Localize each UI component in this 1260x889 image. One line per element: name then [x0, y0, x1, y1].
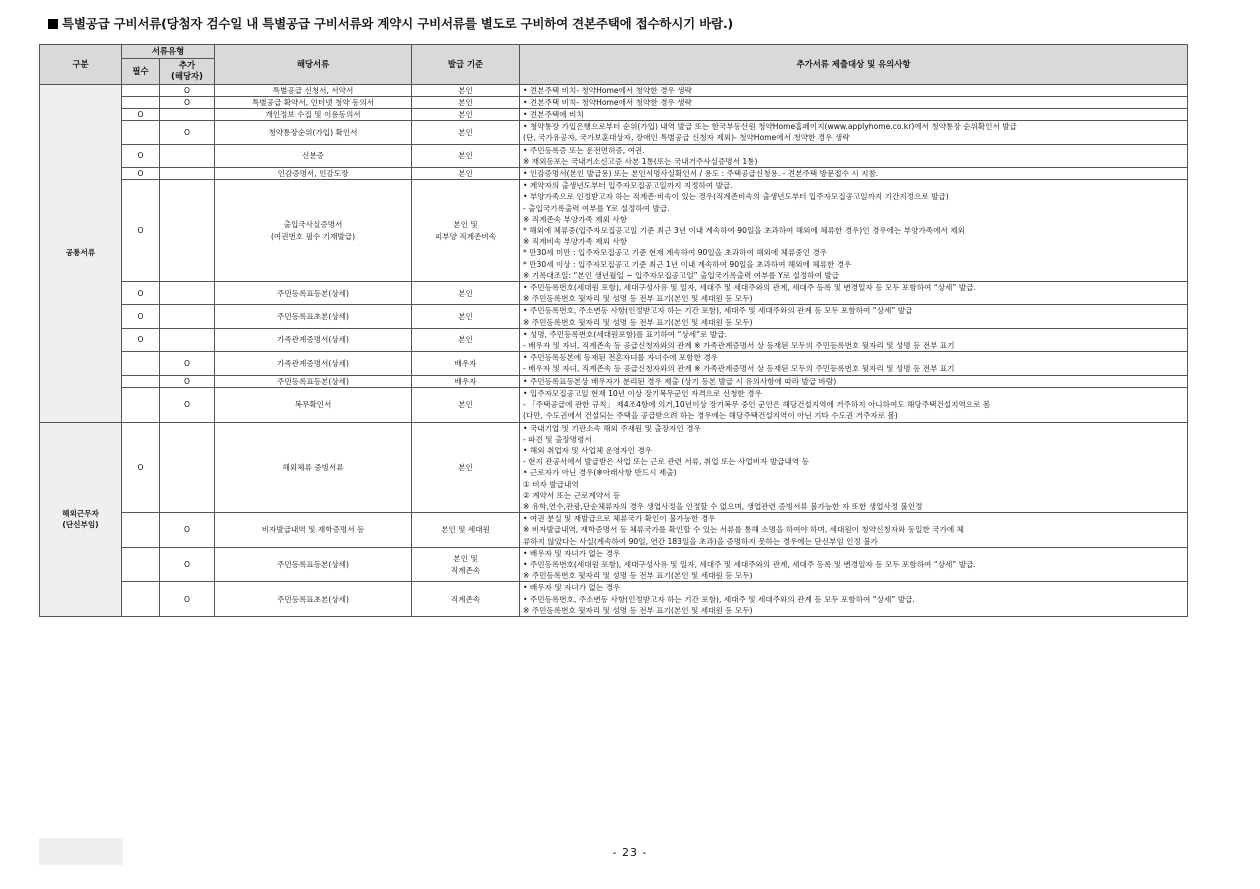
header-document: 해당서류: [215, 45, 412, 85]
notes-cell: [520, 328, 1188, 351]
text-line: (다만, 수도권에서 건설되는 주택을 공급받으려 하는 경우에는 해당주택건설지역이 아닌 기타 수도권 거주자로 봄): [523, 411, 898, 421]
required-cell: [122, 96, 160, 108]
header-notes: 추가서류 제출대상 및 유의사항: [520, 45, 1188, 85]
text-line: 본인: [458, 169, 473, 179]
required-cell: O: [122, 282, 160, 305]
additional-cell: O: [160, 84, 215, 96]
text-line: • 청약통장 가입은행으로부터 순위(가입) 내역 발급 또는 한국부동산원 청약Home홈페이지(www.applyhome.co.kr)에서 청약통장 순위확인서 발급: [523, 122, 1017, 132]
text-line: (단, 국가유공자, 국가보훈대상자, 장애인 특별공급 신청자 제외)- 청약Home에서 청약한 경우 생략: [523, 133, 850, 143]
header-doc-type: 서류유형: [122, 45, 215, 59]
text-line: • 인감증명서(본인 발급용) 또는 본인서명사실확인서 / 용도 : 주택공급신청용. - 견본주택 방문접수 시 지참.: [523, 169, 879, 179]
text-line: • 부양가족으로 인정받고자 하는 직계존·비속이 있는 경우(직계존비속의 출생년도부터 입주자모집공고일까지 기간지정으로 발급): [523, 192, 949, 202]
notes-cell: [520, 352, 1188, 375]
text-line: - 「주택공급에 관한 규칙」 제4조4항에 의거,10년이상 장기복무 중인 군인은 해당건설지역에 거주하지 아니하여도 해당주택건설지역으로 봄: [523, 400, 991, 410]
table-row: [40, 375, 1188, 387]
text-line: • 견본주택 비치- 청약Home에서 청약한 경우 생략: [523, 85, 692, 95]
text-line: 신분증: [301, 151, 324, 161]
text-line: 본인: [458, 462, 473, 472]
document-cell: [215, 513, 412, 548]
required-cell: O: [122, 168, 160, 180]
additional-cell: O: [160, 547, 215, 582]
document-cell: [215, 168, 412, 180]
text-line: ※ 재외동포는 국내거소신고증 사본 1통(또는 국내거주사실증명서 1통): [523, 156, 758, 166]
text-line: 비자발급내역 및 재학증명서 등: [261, 525, 365, 535]
text-line: • 계약자의 출생년도부터 입주자모집공고일까지 지정하여 발급.: [523, 181, 733, 191]
notes-cell: [520, 387, 1188, 422]
document-cell: [215, 422, 412, 513]
table-row: [40, 513, 1188, 548]
text-line: ※ 유학,연수,관광,단순체류자의 경우 생업사정을 인정할 수 없으며, 생업관련 증빙서류 불가능한 자 또한 생업사정 불인정: [523, 501, 923, 511]
document-cell: [215, 387, 412, 422]
text-line: • 해외 취업자 및 사업체 운영자인 경우: [523, 445, 652, 455]
table-row: [40, 144, 1188, 167]
text-line: • 근로자가 아닌 경우(※아래사항 반드시 제출): [523, 468, 677, 478]
text-line: 개인정보 수집 및 이용동의서: [265, 110, 361, 120]
text-line: 본인: [458, 151, 473, 161]
required-cell: [122, 375, 160, 387]
text-line: 출입국사실증명서: [283, 220, 343, 230]
table-row: [40, 547, 1188, 582]
text-line: • 국내기업 및 기관소속 해외 주재원 및 출장자인 경우: [523, 423, 701, 433]
required-cell: [122, 121, 160, 144]
text-line: • 배우자 및 자녀가 없는 경우: [523, 548, 621, 558]
document-cell: [215, 305, 412, 328]
additional-cell: [160, 422, 215, 513]
issuer-cell: [412, 144, 520, 167]
issuer-cell: [412, 84, 520, 96]
additional-cell: [160, 144, 215, 167]
page-number: - 23 -: [612, 846, 648, 859]
text-line: 가족관계증명서(상세): [277, 358, 349, 368]
text-line: 배우자: [454, 376, 477, 386]
document-cell: [215, 547, 412, 582]
text-line: • 주민등록등본에 등재된 전혼자녀를 자녀수에 포함한 경우: [523, 353, 719, 363]
square-bullet-icon: [48, 19, 58, 29]
text-line: 청약통장순위(가입) 확인서: [268, 127, 358, 137]
required-cell: [122, 582, 160, 617]
text-line: 주민등록표등본(상세): [277, 376, 349, 386]
text-line: 직계존속: [450, 594, 481, 604]
text-line: • 성명, 주민등록번호(세대원포함)를 표기하여 “상세”로 발급.: [523, 329, 727, 339]
text-line: 주민등록표등본(상세): [277, 288, 349, 298]
document-cell: [215, 282, 412, 305]
table-row: [40, 387, 1188, 422]
additional-cell: O: [160, 375, 215, 387]
text-line: • 주민등록표등본상 배우자가 분리된 경우 제출 (상기 등본 발급 시 유의사항에 따라 발급 바람): [523, 376, 837, 386]
table-row: [40, 352, 1188, 375]
text-line: 특별공급 신청서, 서약서: [272, 85, 354, 95]
text-line: 본인: [458, 110, 473, 120]
issuer-cell: [412, 305, 520, 328]
table-row: [40, 168, 1188, 180]
table-row: [40, 305, 1188, 328]
header-category: 구분: [40, 45, 122, 85]
issuer-cell: [412, 180, 520, 282]
notes-cell: [520, 168, 1188, 180]
issuer-cell: [412, 582, 520, 617]
notes-cell: [520, 305, 1188, 328]
text-line: ※ 주민등록번호 뒷자리 및 성명 등 전부 표기(본인 및 세대원 등 모두): [523, 605, 753, 615]
text-line: 본인: [458, 335, 473, 345]
document-cell: [215, 84, 412, 96]
issuer-cell: [412, 109, 520, 121]
issuer-cell: [412, 547, 520, 582]
text-line: 주민등록표초본(상세): [277, 594, 349, 604]
notes-cell: [520, 84, 1188, 96]
required-cell: O: [122, 144, 160, 167]
notes-cell: [520, 513, 1188, 548]
text-line: (여권번호 필수 기재발급): [270, 231, 356, 241]
text-line: 본인 및: [453, 554, 478, 564]
additional-cell: O: [160, 513, 215, 548]
required-cell: [122, 352, 160, 375]
required-cell: [122, 547, 160, 582]
text-line: ※ 직계비속 부양가족 제외 사항: [523, 237, 628, 247]
text-line: 인감증명서, 인감도장: [277, 169, 349, 179]
additional-cell: [160, 282, 215, 305]
category-cell: [40, 422, 122, 616]
text-line: * 해외에 체류중(입주자모집공고일 기준 최근 3년 이내 계속하여 90일을 초과하여 해외에 체류한 경우)인 경우에는 부양가족에서 제외: [523, 226, 965, 236]
text-line: * 만30세 이상 : 입주자모집공고 기준 최근 1년 이내 계속하여 90일을 초과하여 해외에 체류한 경우: [523, 259, 852, 269]
table-row: [40, 180, 1188, 282]
text-line: 복무확인서: [294, 400, 332, 410]
additional-cell: [160, 180, 215, 282]
text-line: - 출입국기록출력 여부를 Y로 설정하여 발급.: [523, 203, 670, 213]
notes-cell: [520, 375, 1188, 387]
text-line: 류하지 않았다는 사실(계속하여 90일, 연간 183일을 초과)을 증명하지 못하는 경우에는 단신부임 인정 불가: [523, 536, 878, 546]
text-line: 본인: [458, 97, 473, 107]
text-line: ② 계약서 또는 근로계약서 등: [523, 490, 621, 500]
category-label: 공통서류: [65, 248, 96, 258]
header-row-1: [40, 45, 1188, 59]
additional-cell: [160, 109, 215, 121]
required-cell: O: [122, 422, 160, 513]
issuer-cell: [412, 121, 520, 144]
required-cell: [122, 387, 160, 422]
text-line: • 주민등록번호, 주소변동 사항(인정받고자 하는 기간 포함), 세대주 및 세대주와의 관계 등 모두 포함하여 “상세” 발급: [523, 306, 913, 316]
required-cell: [122, 84, 160, 96]
issuer-cell: [412, 282, 520, 305]
header-additional: 추가 (해당자): [160, 59, 215, 84]
text-line: 본인: [458, 85, 473, 95]
notes-cell: [520, 282, 1188, 305]
issuer-cell: [412, 422, 520, 513]
required-cell: [122, 513, 160, 548]
table-row: [40, 328, 1188, 351]
text-line: • 여권 분실 및 재발급으로 체류국가 확인이 불가능한 경우: [523, 514, 716, 524]
text-line: 피부양 직계존비속: [434, 231, 497, 241]
text-line: ※ 주민등록번호 뒷자리 및 성명 등 전부 표기(본인 및 세대원 등 모두): [523, 571, 753, 581]
text-line: - 배우자 및 자녀, 직계존속 등 공급신청자와의 관계 ※ 가족관계증명서 상 등재된 모두의 주민등록번호 뒷자리 및 성명 등 전부 표기: [523, 341, 955, 351]
text-line: • 주민등록번호(세대원 포함), 세대구성사유 및 일자, 세대주 및 세대주와의 관계, 세대주 등록 및 변경일자 등 모두 포함하여 “상세” 발급.: [523, 559, 976, 569]
additional-cell: O: [160, 121, 215, 144]
issuer-cell: [412, 328, 520, 351]
table-row: [40, 582, 1188, 617]
text-line: 특별공급 확약서, 인터넷 청약 동의서: [251, 97, 375, 107]
issuer-cell: [412, 168, 520, 180]
issuer-cell: [412, 96, 520, 108]
text-line: * 만30세 미만 : 입주자모집공고 기준 현재 계속하여 90일을 초과하여 해외에 체류중인 경우: [523, 248, 828, 258]
text-line: 본인 및 세대원: [441, 525, 490, 535]
document-cell: [215, 582, 412, 617]
additional-cell: O: [160, 387, 215, 422]
required-cell: O: [122, 109, 160, 121]
document-cell: [215, 352, 412, 375]
text-line: • 배우자 및 자녀가 없는 경우: [523, 583, 621, 593]
notes-cell: [520, 109, 1188, 121]
notes-cell: [520, 180, 1188, 282]
issuer-cell: [412, 375, 520, 387]
text-line: ※ 직계존속 부양가족 제외 사항: [523, 214, 628, 224]
text-line: • 주민등록증 또는 운전면허증, 여권.: [523, 145, 645, 155]
document-cell: [215, 109, 412, 121]
document-cell: [215, 328, 412, 351]
text-line: - 배우자 및 자녀, 직계존속 등 공급신청자와의 관계 ※ 가족관계증명서 상 등재된 모두의 주민등록번호 뒷자리 및 성명 등 전부 표기: [523, 364, 955, 374]
text-line: ※ 주민등록번호 뒷자리 및 성명 등 전부 표기(본인 및 세대원 등 모두): [523, 317, 753, 327]
document-cell: [215, 144, 412, 167]
text-line: 본인 및: [453, 220, 478, 230]
category-cell: [40, 84, 122, 422]
text-line: 배우자: [454, 358, 477, 368]
text-line: 가족관계증명서(상세): [277, 335, 349, 345]
text-line: 본인: [458, 312, 473, 322]
text-line: ① 비자 발급내역: [523, 479, 579, 489]
text-line: 본인: [458, 400, 473, 410]
document-cell: [215, 180, 412, 282]
text-line: 본인: [458, 127, 473, 137]
additional-cell: O: [160, 582, 215, 617]
issuer-cell: [412, 387, 520, 422]
documents-table: [39, 44, 1188, 617]
additional-cell: [160, 168, 215, 180]
notes-cell: [520, 96, 1188, 108]
issuer-cell: [412, 352, 520, 375]
notes-cell: [520, 121, 1188, 144]
notes-cell: [520, 144, 1188, 167]
additional-cell: O: [160, 96, 215, 108]
table-row: [40, 282, 1188, 305]
text-line: - 파견 및 출장명령서: [523, 434, 592, 444]
text-line: 해외체류 증빙서류: [282, 462, 344, 472]
text-line: • 입주자모집공고일 현재 10년 이상 장기복무군인 자격으로 신청한 경우: [523, 388, 762, 398]
notes-cell: [520, 547, 1188, 582]
text-line: • 견본주택 비치- 청약Home에서 청약한 경우 생략: [523, 97, 692, 107]
table-row: [40, 121, 1188, 144]
page-title: 특별공급 구비서류(당첨자 검수일 내 특별공급 구비서류와 계약시 구비서류를 별도로 구비하여 견본주택에 접수하시기 바람.): [48, 14, 733, 32]
required-cell: O: [122, 328, 160, 351]
text-line: 직계존속: [450, 565, 481, 575]
text-line: • 주민등록번호(세대원 포함), 세대구성사유 및 일자, 세대주 및 세대주와의 관계, 세대주 등록 및 변경일자 등 모두 포함하여 “상세” 발급.: [523, 283, 976, 293]
header-issuer: 발급 기준: [412, 45, 520, 85]
category-label: 해외근무자: [62, 509, 99, 519]
text-line: 주민등록표초본(상세): [277, 312, 349, 322]
document-cell: [215, 96, 412, 108]
additional-cell: [160, 328, 215, 351]
notes-cell: [520, 582, 1188, 617]
table-row: [40, 84, 1188, 96]
text-line: ※ 주민등록번호 뒷자리 및 성명 등 전부 표기(본인 및 세대원 등 모두): [523, 294, 753, 304]
text-line: • 견본주택에 비치: [523, 110, 584, 120]
text-line: 주민등록표등본(상세): [277, 559, 349, 569]
text-line: ※ 기록대조일: “본인 생년월일 ~ 입주자모집공고일” 출입국기록출력 여부를 Y로 설정하여 발급: [523, 270, 840, 280]
table-row: [40, 96, 1188, 108]
text-line: • 주민등록번호, 주소변동 사항(인정받고자 하는 기간 포함), 세대주 및 세대주와의 관계 등 모두 포함하여 “상세” 발급.: [523, 594, 915, 604]
required-cell: O: [122, 180, 160, 282]
table-row: [40, 422, 1188, 513]
category-label-sub: (단신부임): [62, 520, 99, 530]
notes-cell: [520, 422, 1188, 513]
additional-cell: O: [160, 352, 215, 375]
text-line: ※ 비자발급내역, 재학증명서 등 체류국가를 확인할 수 있는 서류를 통해 소명을 하여야 하며, 세대원이 청약신청자와 동일한 국가에 체: [523, 525, 965, 535]
additional-cell: [160, 305, 215, 328]
text-line: - 현지 관공서에서 발급받은 사업 또는 근로 관련 서류, 취업 또는 사업비자 발급내역 등: [523, 457, 809, 467]
document-cell: [215, 121, 412, 144]
issuer-cell: [412, 513, 520, 548]
text-line: 본인: [458, 288, 473, 298]
table-row: [40, 109, 1188, 121]
required-cell: O: [122, 305, 160, 328]
document-cell: [215, 375, 412, 387]
header-required: 필수: [122, 59, 160, 84]
